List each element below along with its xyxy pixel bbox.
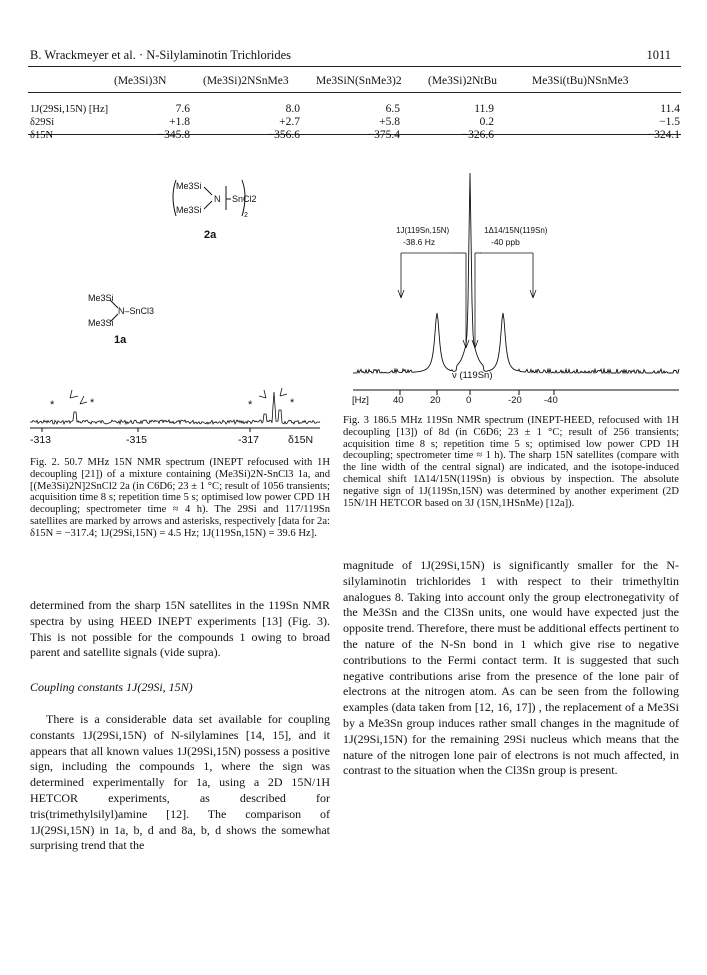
table-cell: −345.8 (157, 129, 190, 141)
arrow-head (398, 290, 401, 298)
nmr-spectrum-15n (28, 388, 328, 438)
running-header: B. Wrackmeyer et al. · N-Silylaminotin Trichlorides (30, 48, 292, 62)
satellite-asterisk: * (50, 399, 55, 411)
satellite-arrow (70, 390, 78, 398)
arrow-head (533, 290, 536, 298)
figure-2-caption: Fig. 2. 50.7 MHz 15N NMR spectrum (INEPT refocused with 1H decoupling [21]) of a mixture containing (Me3Si)2N-SnCl3 1a, and [(Me3Si)2N]2SnCl2 2a (in C6D6; 23 ± 1 °C; result of 1056 transients; acquisition time 8 s; repetition time 5 s; optimised low power CPD 1H decoupling; spectrometer time ≈ 4 h). The 29Si and 117/119Sn satellites are marked by arrows and asterisks, respectively [data for 2a: δ15N = −317.4; 1J(29Si,15N) = 4.5 Hz; 1J(119Sn,15N) = 39.6 Hz]. (30, 457, 330, 539)
table-cell: −326.6 (461, 129, 494, 141)
coupling-value: -38.6 Hz (403, 237, 436, 247)
table-col-header: (Me3Si)2NSnMe3 (203, 75, 289, 87)
isotope-shift-label: 1Δ14/15N(119Sn) (484, 226, 548, 235)
satellite-arrow (80, 396, 87, 404)
body-paragraph: There is a considerable data set available for coupling constants 1J(29Si,15N) of N-silylamines [14, 15], and it appears that all known values 1J(29Si,15N) possess a positive sign, including the compounds 1, where the sign was determined experimentally for 1a, using a 2D 15N/1H HETCOR experiments, as described for tris(trimethylsilyl)amine [12]. The comparison of 1J(29Si,15N) in 1a, b, d and 8a, b, d shows the somewhat surprising trend that the (30, 712, 330, 853)
compound-2a-label: 2a (204, 229, 217, 241)
table-rule-top (28, 92, 681, 93)
table-cell: 0.2 (479, 116, 494, 128)
spectrum-trace (353, 173, 679, 373)
table-cell: +5.8 (379, 116, 400, 128)
table-cell: 8.0 (285, 103, 300, 115)
compound-1a-group2: Me3Si (88, 318, 114, 328)
table-cell: 7.6 (175, 103, 190, 115)
compound-2a-subscript: 2 (244, 212, 248, 219)
compound-1a-label: 1a (114, 334, 127, 346)
figure-3-caption: Fig. 3 186.5 MHz 119Sn NMR spectrum (INEPT-HEED, refocused with 1H decoupling [13]) of 8d (in C6D6; 23 ± 1 °C; result of 256 transients; acquisition time 8 s; repetition time 5 s; optimised low power CPD 1H decoupling; spectrometer time ≈ 1 h). The sharp 15N satellites (compare with the line width of the central signal) are indicated, and the isotope-induced chemical shift 1Δ14/15N(119Sn) is obvious by inspection. The absolute negative sign of 1J(119Sn,15N) was determined by another experiment (2D 15N/1H HETCOR based on 3J (15N,1HSnMe) [12a]). (343, 415, 679, 509)
section-heading: Coupling constants 1J(29Si, 15N) (30, 680, 193, 694)
satellite-asterisk: * (90, 397, 95, 409)
compound-2a-n: N (214, 194, 221, 204)
body-paragraph: magnitude of 1J(29Si,15N) is significantly smaller for the N-silylaminotin trichlorides 1 with respect to their trimethyltin analogues 8. Taking into account only the group electronegativity of the Me3Sn and the Cl3Sn units, one would have expected just the opposite trend. Therefore, there must be additional effects pertinent to the nature of the N-Sn bond in 1 which give rise to negative contributions to the Fermi contact term. It is suggested that such negative contributions arise from the presence of the lone pair of electrons at the nitrogen atom. As can be seen from the following examples (data taken from [12, 16, 17]) , the replacement of a Me3Si by a Me3Sn group induces rather small changes in the magnitude of 1J(29Si,15N) for the remaining 29Si nucleus which means that the nature of the nitrogen lone pair of electrons is not much affected, in contrast to the situation when the Cl3Sn group is present. (343, 558, 679, 778)
compound-2a-group2: Me3Si (176, 205, 202, 215)
table-row-label: 1J(29Si,15N) [Hz] (30, 104, 109, 115)
table-cell: −356.6 (267, 129, 300, 141)
table-rule-bottom (28, 134, 681, 135)
table-cell: 11.4 (660, 103, 680, 115)
table-cell: 6.5 (385, 103, 400, 115)
table-row-label: δ15N (30, 130, 54, 141)
satellite-arrow (280, 388, 287, 396)
table-col-header: (Me3Si)2NtBu (428, 75, 497, 87)
table-col-header: Me3Si(tBu)NSnMe3 (532, 75, 629, 87)
axis-unit: δ15N (288, 434, 314, 446)
arrow-head (401, 290, 404, 298)
table-col-header: Me3SiN(SnMe3)2 (316, 75, 402, 87)
tick-label: -20 (508, 395, 522, 406)
table-row-label: δ29Si (30, 117, 55, 128)
center-signal-label: ν (119Sn) (452, 370, 493, 381)
tick-label: 0 (466, 395, 472, 406)
body-paragraph: determined from the sharp 15N satellites in the 119Sn NMR spectra by using HEED INEPT experiments [13] (Fig. 3). This is not possible for the compounds 1 owing to broad parent and satellite signals (vide supra). (30, 598, 330, 660)
tick-label: 40 (393, 395, 404, 406)
satellite-asterisk: * (290, 397, 295, 409)
arrow-head (463, 340, 466, 348)
table-cell: +2.7 (279, 116, 300, 128)
table-col-header: (Me3Si)3N (114, 75, 167, 87)
arrow-head (475, 340, 478, 348)
table-cell: −324.1 (647, 129, 680, 141)
compound-2a-sn: SnCl2 (232, 194, 257, 204)
table-cell: 11.9 (474, 103, 494, 115)
page-number: 1011 (646, 48, 671, 62)
bond-line (204, 187, 212, 195)
table-cell: −375.4 (367, 129, 400, 141)
compound-1a-n: N–SnCl3 (118, 306, 155, 316)
tick-label: -313 (30, 434, 52, 446)
compound-1a-group1: Me3Si (88, 293, 114, 303)
satellite-asterisk: * (248, 399, 253, 411)
header-rule (28, 66, 681, 67)
tick-label: -40 (544, 395, 558, 406)
satellite-arrow (259, 390, 266, 398)
axis-unit: [Hz] (352, 395, 369, 406)
bond-line (204, 201, 212, 209)
arrow-head (530, 290, 533, 298)
nmr-spectrum-119sn (343, 168, 683, 418)
tick-label: 20 (430, 395, 441, 406)
tick-label: -317 (238, 434, 260, 446)
isotope-shift-value: -40 ppb (491, 237, 520, 247)
table-cell: −1.5 (659, 116, 680, 128)
tick-label: -315 (126, 434, 148, 446)
table-cell: +1.8 (169, 116, 190, 128)
coupling-label: 1J(119Sn,15N) (396, 226, 450, 235)
compound-2a-group1: Me3Si (176, 181, 202, 191)
